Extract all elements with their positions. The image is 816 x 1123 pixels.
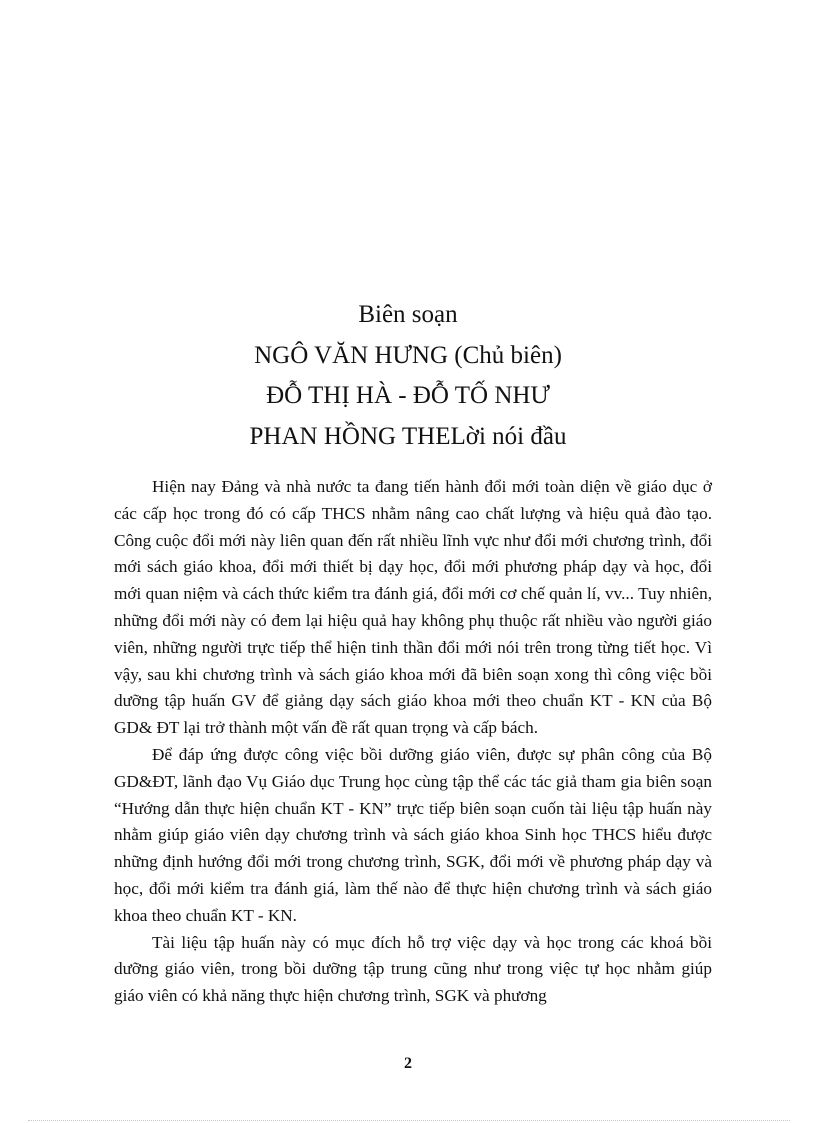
author-and-preface-title-line: PHAN HỒNG THELời nói đầu — [249, 422, 567, 450]
co-authors-line: ĐỖ THỊ HÀ - ĐỖ TỐ NHƯ — [266, 382, 550, 409]
credits-block — [0, 296, 816, 458]
paragraph: Tài liệu tập huấn này có mục đích hỗ trợ việc dạy và học trong các khoá bồi dưỡng giáo viên, trong bồi dưỡng tập trung cũng như trong việc tự học nhằm giúp giáo viên có khả năng thực hiện chương trình, SGK và phương — [114, 932, 712, 1006]
paragraph: Để đáp ứng được công việc bồi dưỡng giáo viên, được sự phân công của Bộ GD&ĐT, lãnh đạo Vụ Giáo dục Trung học cùng tập thể các tác giả tham gia biên soạn “Hướng dẫn thực hiện chuẩn KT - KN” trực tiếp biên soạn cuốn tài liệu tập huấn này nhằm giúp giáo viên dạy chương trình và sách giáo khoa Sinh học THCS hiểu được những định hướng đổi mới trong chương trình, SGK, đổi mới về phương pháp dạy và học, đổi mới kiểm tra đánh giá, làm thế nào để thực hiện chương trình và sách giáo khoa theo chuẩn KT - KN. — [114, 744, 712, 925]
page-number: 2 — [404, 1055, 412, 1072]
credit-heading: Biên soạn — [358, 301, 458, 328]
chief-editor-line: NGÔ VĂN HƯNG (Chủ biên) — [254, 341, 562, 369]
page-bottom-divider — [28, 1120, 790, 1121]
paragraph: Hiện nay Đảng và nhà nước ta đang tiến hành đổi mới toàn diện về giáo dục ở các cấp học trong đó có cấp THCS nhằm nâng cao chất lượng và hiệu quả đào tạo. Công cuộc đổi mới này liên quan đến rất nhiều lĩnh vực như đổi mới chương trình, đổi mới sách giáo khoa, đổi mới thiết bị dạy học, đổi mới phương pháp dạy và học, đổi mới quan niệm và cách thức kiểm tra đánh giá, đổi mới cơ chế quản lí, vv... Tuy nhiên, những đổi mới này có đem lại hiệu quả hay không phụ thuộc rất nhiều vào người giáo viên, những người trực tiếp thể hiện tinh thần đổi mới nói trên trong từng tiết học. Vì vậy, sau khi chương trình và sách giáo khoa mới đã biên soạn xong thì công việc bồi dưỡng tập huấn GV để giảng dạy sách giáo khoa mới theo chuẩn KT - KN của Bộ GD& ĐT lại trở thành một vấn đề rất quan trọng và cấp bách. — [114, 477, 712, 738]
preface-body — [114, 474, 712, 1010]
